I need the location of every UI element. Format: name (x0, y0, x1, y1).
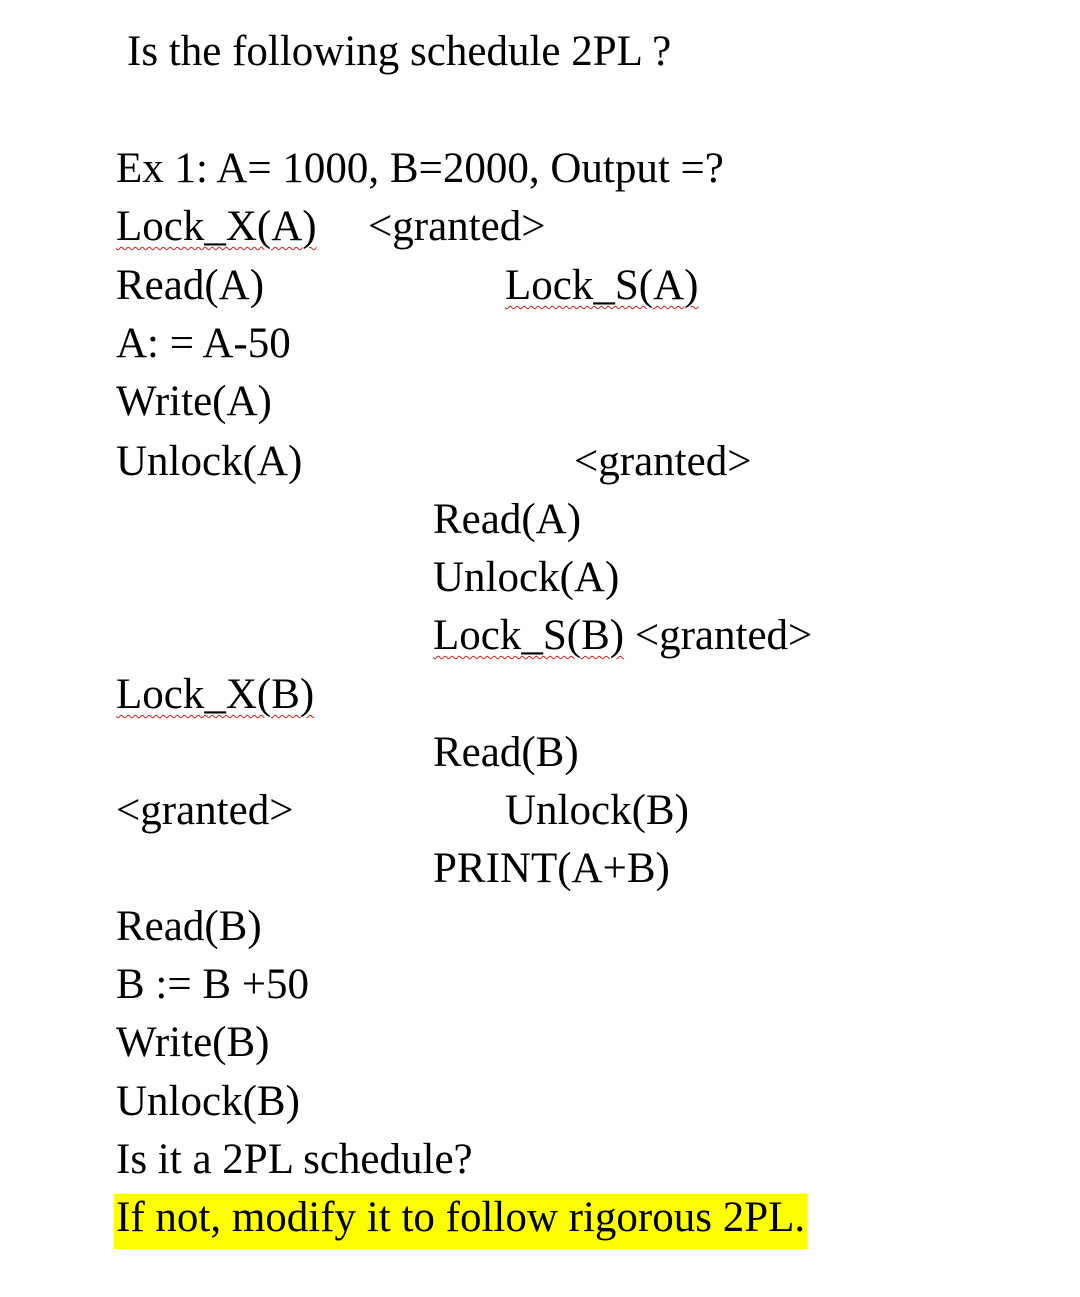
t1-read-b: Read(B) (116, 903, 262, 950)
t2-lock-s-a: Lock_S(A) (505, 262, 699, 309)
t1-lock-x-b-line (116, 673, 314, 716)
t1-write-b: Write(B) (116, 1019, 270, 1066)
t2-lock-s-b-granted: <granted> (634, 612, 813, 659)
t2-lock-s-b-line (433, 614, 812, 657)
t1-lock-x-a-line (116, 205, 317, 248)
t2-unlock-b: Unlock(B) (505, 787, 689, 834)
t1-unlock-a: Unlock(A) (116, 438, 303, 485)
instruction-line (114, 1196, 807, 1239)
question: Is it a 2PL schedule? (116, 1136, 473, 1183)
t2-lock-s-b: Lock_S(B) (433, 612, 625, 659)
t2-lock-s-a-line (505, 264, 698, 307)
t1-assign-a: A: = A-50 (116, 320, 291, 367)
t1-lock-x-a: Lock_X(A) (116, 203, 317, 250)
t1-lock-x-b-granted: <granted> (116, 787, 294, 834)
t2-read-a: Read(A) (433, 496, 582, 543)
t1-lock-x-b: Lock_X(B) (116, 671, 315, 718)
t1-read-a: Read(A) (116, 262, 265, 309)
highlighted-instruction: If not, modify it to follow rigorous 2PL. (114, 1194, 807, 1249)
t2-unlock-a: Unlock(A) (433, 554, 620, 601)
t1-write-a: Write(A) (116, 378, 272, 425)
t1-lock-x-a-granted: <granted> (368, 203, 546, 250)
t2-lock-s-a-granted: <granted> (574, 438, 752, 485)
example-header: Ex 1: A= 1000, B=2000, Output =? (116, 145, 724, 192)
t1-unlock-b: Unlock(B) (116, 1078, 300, 1125)
t2-read-b: Read(B) (433, 729, 579, 776)
t2-print: PRINT(A+B) (433, 845, 670, 892)
page-title: Is the following schedule 2PL ? (127, 28, 672, 75)
t1-assign-b: B := B +50 (116, 961, 310, 1008)
